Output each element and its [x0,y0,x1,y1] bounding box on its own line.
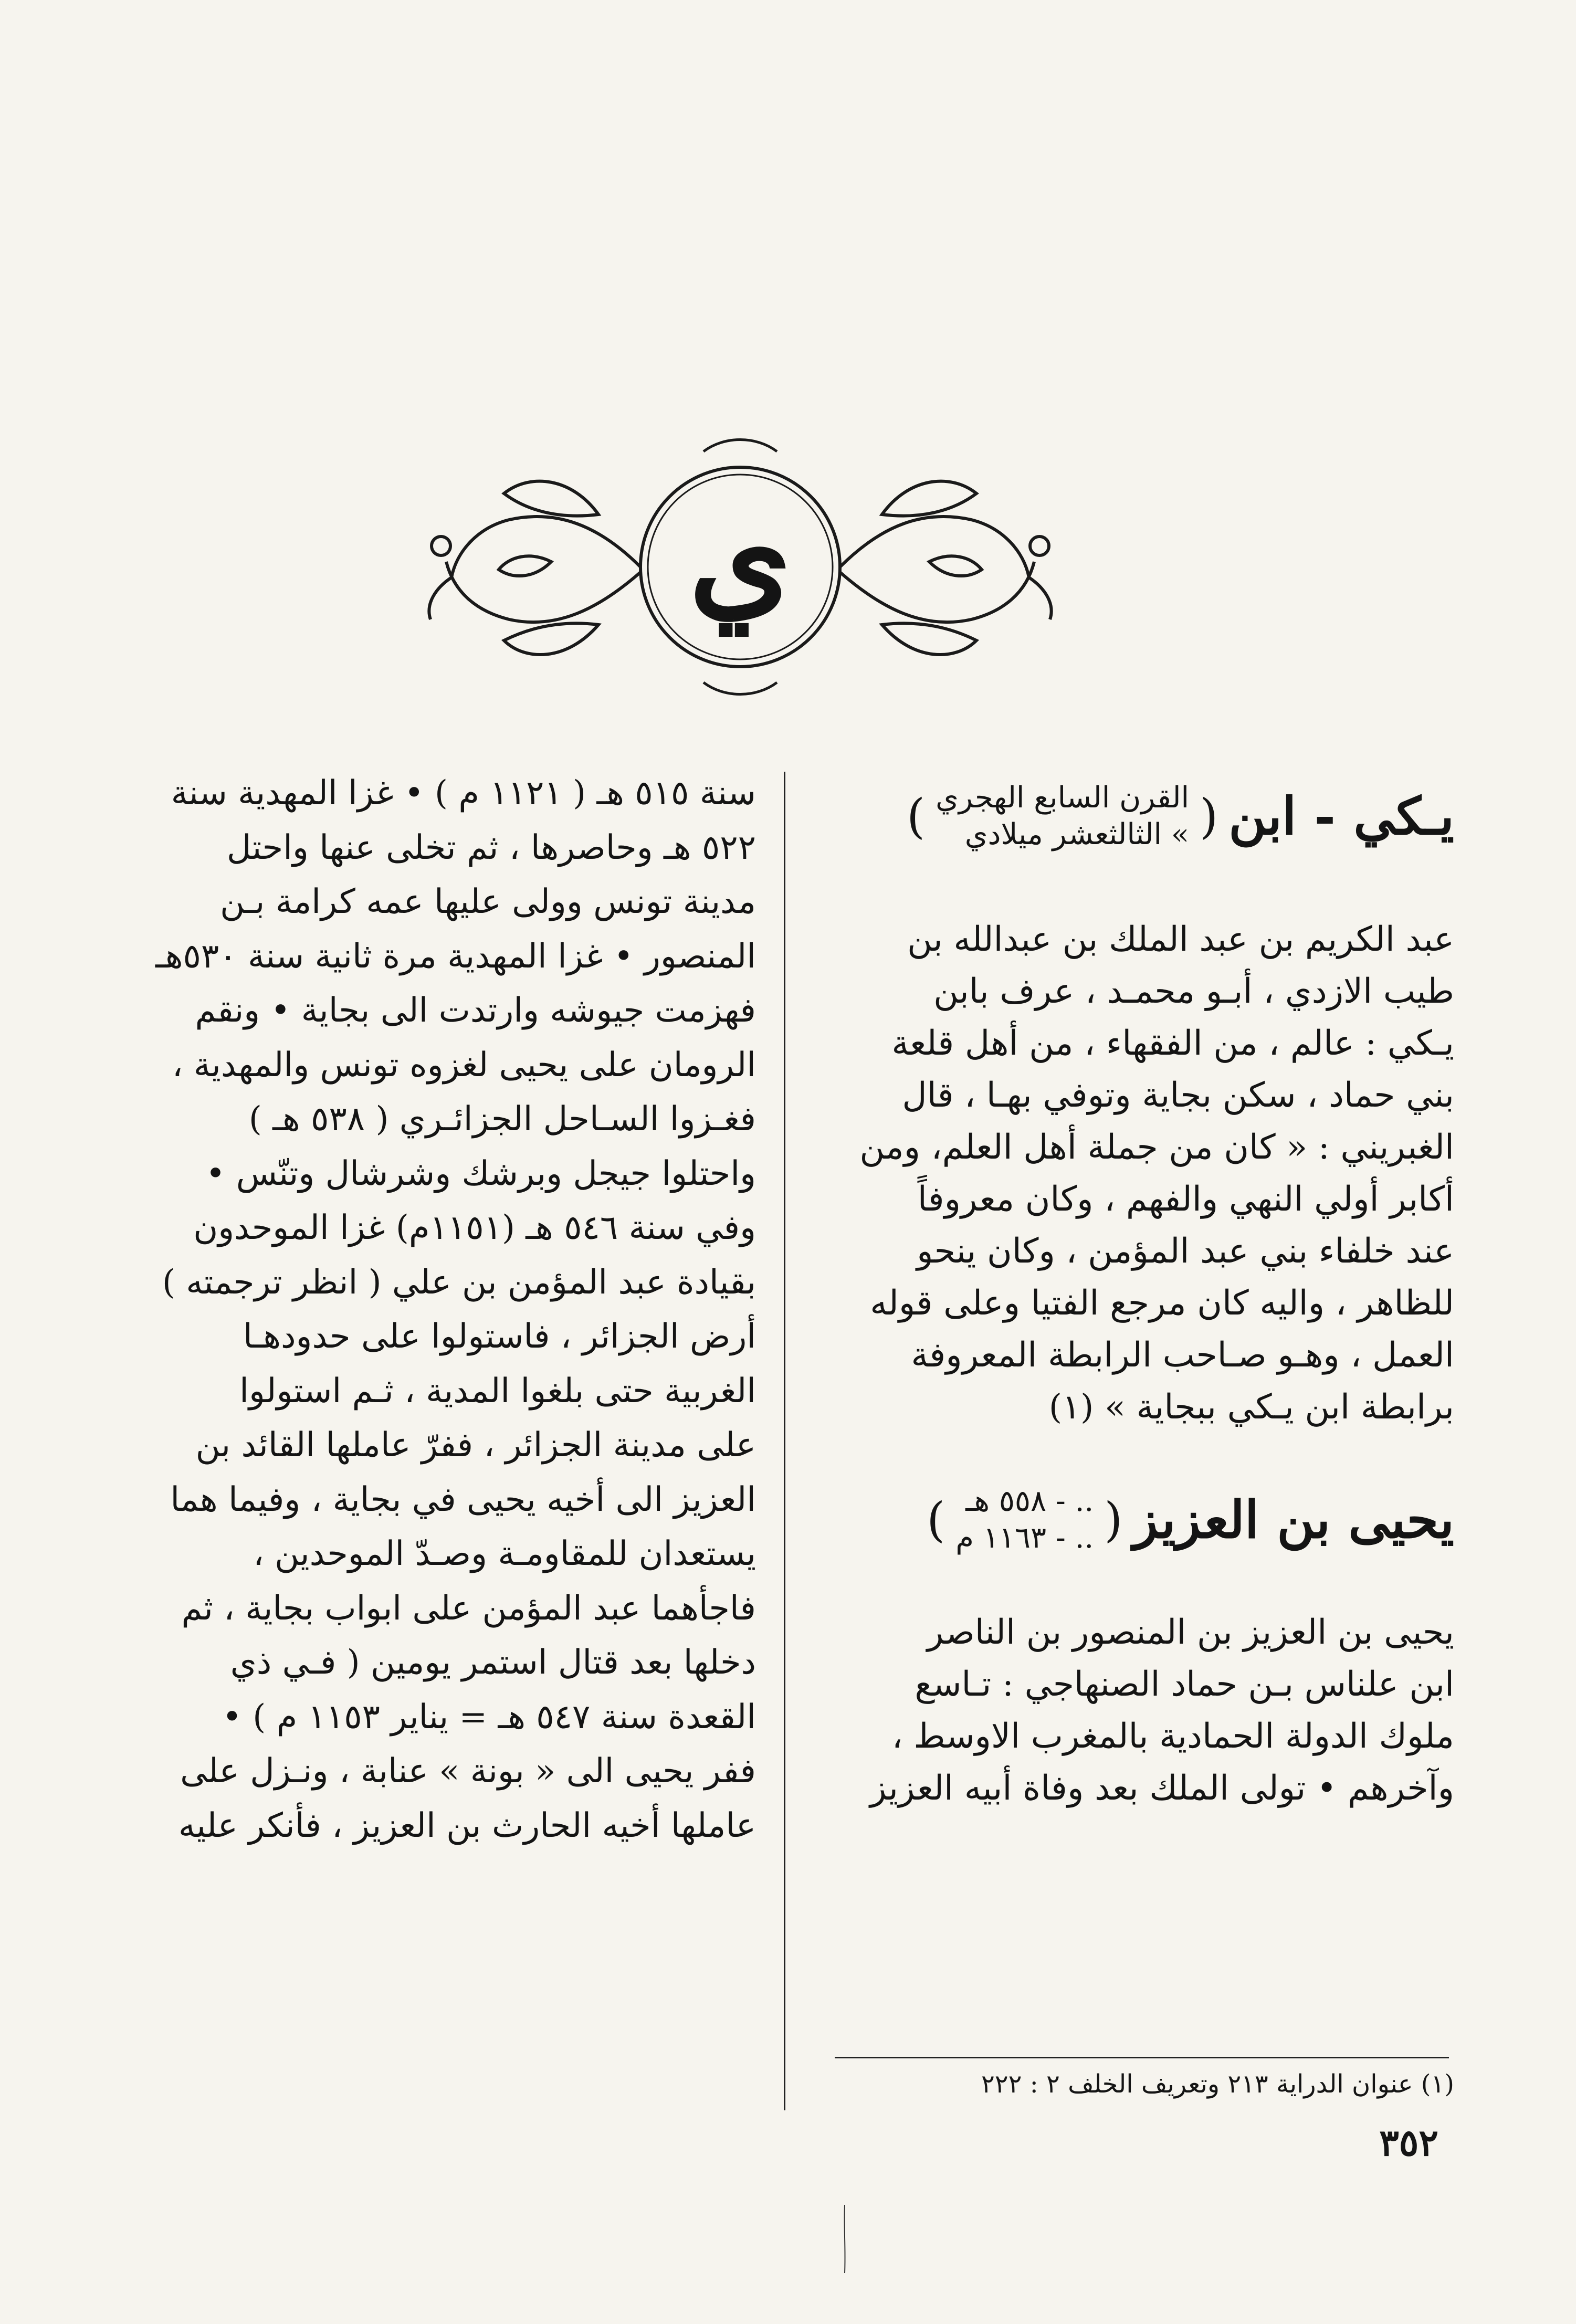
body-line: فهزمت جيوشه وارتدت الى بجاية • ونقم [195,991,756,1030]
entry1-line: يـكي : عالم ، من الفقهاء ، من أهل قلعة [891,1024,1454,1063]
body-line: المنصور • غزا المهدية مرة ثانية سنة ٥٣٠هـ [155,937,756,976]
entry2-line: ابن علناس بـن حماد الصنهاجي : تـاسع [915,1665,1454,1704]
entry1-line: للظاهر ، واليه كان مرجع الفتيا وعلى قوله [870,1284,1454,1323]
body-line: مدينة تونس وولى عليها عمه كرامة بـن [220,882,756,921]
body-line: على مدينة الجزائر ، ففرّ عاملها القائد بن [195,1426,756,1465]
entry1-line: عند خلفاء بني عبد المؤمن ، وكان ينحو [917,1232,1454,1271]
body-line: ٥٢٢ هـ وحاصرها ، ثم تخلى عنها واحتل [226,828,756,867]
entry1-body [814,913,1454,1433]
body-line: بقيادة عبد المؤمن بن علي ( انظر ترجمته ) [162,1263,756,1302]
body-line: عاملها أخيه الحارث بن العزيز ، فأنكر عليه [178,1806,756,1845]
entry1-line: أكابر أولي النهي والفهم ، وكان معروفاً [917,1180,1454,1219]
right-column [814,766,1454,1814]
footnote: (١) عنوان الدراية ٢١٣ وتعريف الخلف ٢ : ٢٢٢ [981,2069,1454,2099]
body-line: يستعدان للمقاومـة وصـدّ الموحدين ، [253,1534,756,1573]
body-line: ففر يحيى الى « بونة » عنابة ، ونـزل على [180,1752,756,1791]
body-line: أرض الجزائر ، فاستولوا على حدودهـا [243,1317,756,1356]
entry2-dates-ad: .. - ١١٦٣ م [955,1521,1094,1555]
entry1-century-hijri: القرن السابع الهجري [936,781,1190,815]
entry1-line: طيب الازدي ، أبـو محمـد ، عرف بابن [933,972,1454,1011]
body-line: فغـزوا السـاحل الجزائـري ( ٥٣٨ هـ ) [248,1100,756,1139]
entry1-line: العمل ، وهـو صـاحب الرابطة المعروفة [911,1335,1454,1375]
section-letter: ي [689,479,792,634]
left-column [113,766,756,1853]
entry2-dates [955,1483,1094,1557]
body-line: فاجأهما عبد المؤمن على ابواب بجاية ، ثم [181,1589,756,1628]
entry1-paren-open: ( [1200,788,1218,844]
body-line: الرومان على يحيى لغزوه تونس والمهدية ، [172,1045,756,1085]
body-line: دخلها بعد قتال استمر يومين ( فـي ذي [230,1643,756,1682]
entry1-paren-close: ) [907,788,926,844]
body-line: سنة ٥١٥ هـ ( ١١٢١ م ) • غزا المهدية سنة [171,774,756,813]
entry1-heading [814,766,1454,866]
body-line: وفي سنة ٥٤٦ هـ (١١٥١م) غزا الموحدون [193,1208,756,1247]
entry2-paren-open: ( [1104,1492,1123,1548]
page-number: ٣٥٢ [1379,2121,1438,2164]
entry1-line: عبد الكريم بن عبد الملك بن عبدالله بن [907,920,1454,959]
body-line: الغربية حتى بلغوا المدية ، ثـم استولوا [239,1371,756,1411]
body-line: القعدة سنة ٥٤٧ هـ = يناير ١١٥٣ م ) • [222,1697,756,1737]
entry1-dates [936,780,1189,853]
entry2-title: يحيى بن العزيز [1133,1489,1454,1550]
entry1-line: بني حماد ، سكن بجاية وتوفي بهـا ، قال [902,1076,1454,1115]
entry2-line: وآخرهم • تولى الملك بعد وفاة أبيه العزيز [870,1769,1454,1808]
entry2-body [814,1606,1454,1814]
footnote-rule [835,2057,1449,2058]
entry2-paren-close: ) [927,1492,945,1548]
entry1-title: يـكي - ابن [1228,786,1454,847]
entry1-line: برابطة ابن يـكي ببجاية » (١) [1048,1387,1454,1427]
body-line: واحتلوا جيجل وبرشك وشرشال وتنّس • [205,1154,756,1193]
column-divider [784,772,785,2110]
entry1-century-ad: » الثالثعشر ميلادي [964,817,1190,851]
entry2-line: ملوك الدولة الحمادية بالمغرب الاوسط ، [891,1717,1454,1756]
body-line: العزيز الى أخيه يحيى في بجاية ، وفيما هما [170,1480,756,1519]
entry2-heading [814,1470,1454,1570]
entry2-dates-hijri: .. - ٥٥٨ هـ [965,1484,1094,1518]
entry1-line: الغبريني : « كان من جملة أهل العلم، ومن [859,1128,1454,1167]
page-mark [843,2205,847,2273]
entry2-line: يحيى بن العزيز بن المنصور بن الناصر [927,1613,1454,1652]
